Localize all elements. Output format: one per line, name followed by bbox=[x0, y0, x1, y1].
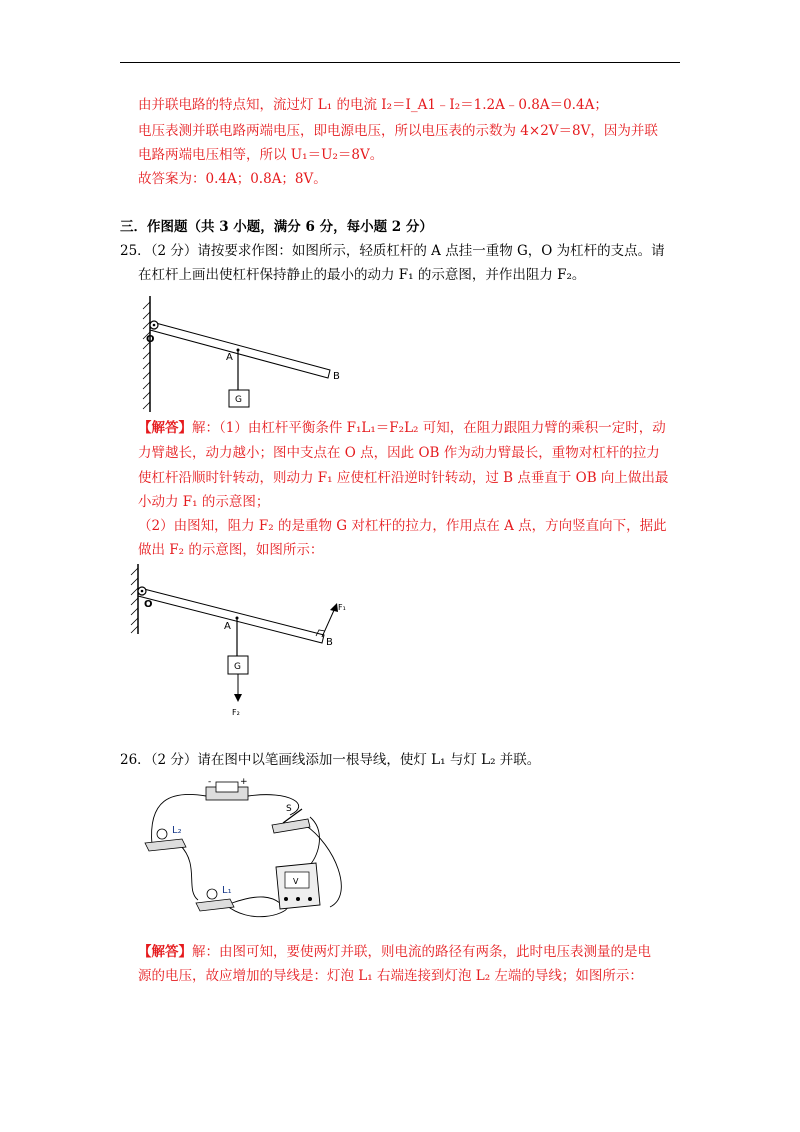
header-rule bbox=[120, 62, 680, 63]
q25-number: 25． bbox=[120, 243, 151, 259]
q25-fig1-label-g: G bbox=[235, 395, 242, 405]
prev-solution-line-2: 电压表测并联电路两端电压，即电源电压，所以电压表的示数为 4×2V＝8V，因为并联 bbox=[138, 123, 658, 139]
q25-line-2: 在杠杆上画出使杠杆保持静止的最小的动力 F₁ 的示意图，并作出阻力 F₂。 bbox=[138, 267, 586, 283]
circuit-label-plus: + bbox=[240, 777, 248, 787]
q26-answer-text-1: 解：由图可知，要使两灯并联，则电流的路径有两条，此时电压表测量的是电 bbox=[192, 944, 651, 960]
circuit-figure bbox=[140, 775, 360, 935]
circuit-label-v: V bbox=[293, 877, 299, 886]
q25-fig2-label-a: A bbox=[224, 621, 231, 632]
q25-fig2-label-f1: F₁ bbox=[338, 603, 346, 612]
q25-answer-line-4: 小动力 F₁ 的示意图； bbox=[138, 494, 270, 510]
q25-fig1-label-a: A bbox=[226, 352, 233, 363]
q25-answer-line-6: 做出 F₂ 的示意图，如图所示： bbox=[138, 542, 324, 558]
q25-fig1-label-o: O bbox=[146, 334, 155, 345]
q25-answer-text-1: 解：（1）由杠杆平衡条件 F₁L₁＝F₂L₂ 可知，在阻力跟阻力臂的乘积一定时，动 bbox=[192, 420, 666, 436]
q26-number: 26． bbox=[120, 752, 151, 768]
q25-answer-tag: 【解答】 bbox=[138, 420, 192, 436]
q25-fig2-label-f2: F₂ bbox=[232, 708, 240, 717]
q25-answer-line-3: 使杠杆沿顺时针转动，则动力 F₁ 应使杠杆沿逆时针转动，过 B 点垂直于 OB 向上做出最 bbox=[138, 470, 669, 486]
prev-solution-line-1: 由并联电路的特点知，流过灯 L₁ 的电流 I₂＝I_A1﹣I₂＝1.2A﹣0.8A＝0.4A； bbox=[138, 97, 608, 113]
q25-fig2-label-b: B bbox=[326, 637, 333, 648]
q25-answer-line-1 bbox=[138, 418, 666, 438]
section-title: 三．作图题（共 3 小题，满分 6 分，每小题 2 分） bbox=[120, 219, 433, 235]
q25-fig2-label-g: G bbox=[234, 662, 241, 672]
circuit-label-s: S bbox=[286, 804, 292, 814]
q26-answer-line-2: 源的电压，故应增加的导线是：灯泡 L₁ 右端连接到灯泡 L₂ 左端的导线；如图所示： bbox=[138, 968, 643, 984]
q25-fig2-label-o: O bbox=[144, 599, 153, 610]
q26-answer-line-1 bbox=[138, 942, 651, 962]
lever-figure-answer bbox=[128, 560, 368, 720]
lever-figure-question bbox=[140, 292, 360, 417]
q25-line-1: （2 分）请按要求作图：如图所示，轻质杠杆的 A 点挂一重物 G，O 为杠杆的支点。请 bbox=[144, 243, 665, 259]
circuit-label-l2: L₂ bbox=[172, 825, 182, 836]
prev-solution-line-4: 故答案为：0.4A；0.8A；8V。 bbox=[138, 171, 327, 187]
prev-solution-line-3: 电路两端电压相等，所以 U₁＝U₂＝8V。 bbox=[138, 147, 384, 163]
circuit-label-minus: - bbox=[208, 777, 212, 787]
q25-answer-line-5: （2）由图知，阻力 F₂ 的是重物 G 对杠杆的拉力，作用点在 A 点，方向竖直向下，据此 bbox=[138, 518, 667, 534]
q25-answer-line-2: 力臂越长，动力越小；图中支点在 O 点，因此 OB 作为动力臂最长，重物对杠杆的拉力 bbox=[138, 445, 660, 461]
q26-answer-tag: 【解答】 bbox=[138, 944, 192, 960]
q25-fig1-label-b: B bbox=[333, 371, 340, 382]
q26-line-1: （2 分）请在图中以笔画线添加一根导线，使灯 L₁ 与灯 L₂ 并联。 bbox=[144, 752, 541, 768]
circuit-label-l1: L₁ bbox=[222, 885, 232, 896]
